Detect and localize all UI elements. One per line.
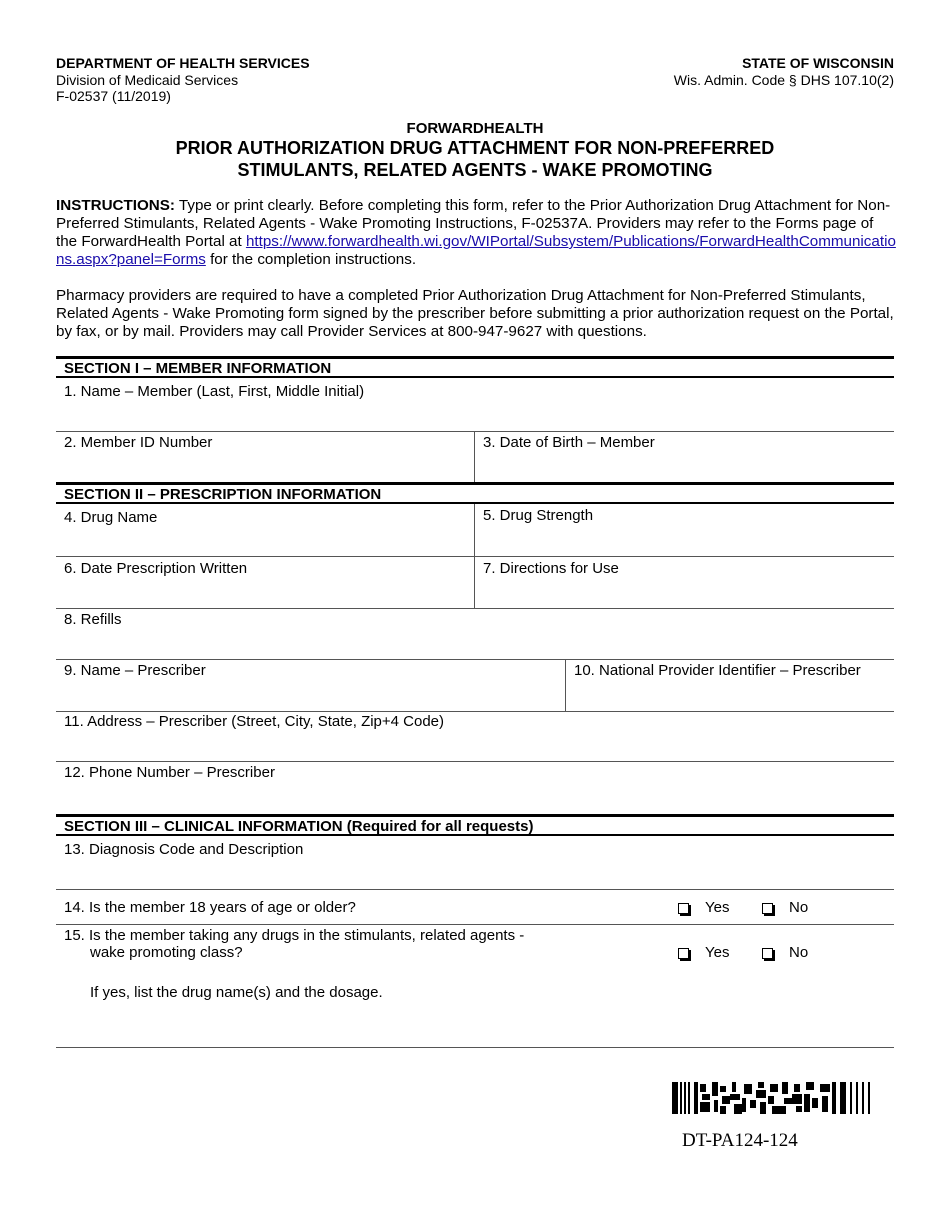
instructions-paragraph: [56, 197, 896, 269]
section-3-header: SECTION III – CLINICAL INFORMATION (Required for all requests): [56, 814, 894, 836]
forms-portal-link[interactable]: https://www.forwardhealth.wi.gov/WIPortal/Subsystem/Publications/ForwardHealthCommunications.aspx?panel=Forms: [56, 233, 896, 268]
instructions-text-end: for the completion instructions.: [205, 251, 417, 268]
age-no-option[interactable]: [762, 899, 808, 917]
yes-label: Yes: [705, 944, 730, 961]
divider: [565, 659, 566, 711]
yes-label: Yes: [705, 899, 730, 916]
instructions-text: Type or print clearly. Before completing this form, refer to the Prior Authorization Drug Attachment for Non-Preferred Stimulants, Related Agents - Wake Promoting Instructions, F-02537A. Providers may refer to the Forms page of the ForwardHealth Portal at: [56, 197, 891, 250]
prescriber-address-label: 11. Address – Prescriber (Street, City, State, Zip+4 Code): [64, 713, 445, 730]
divider: [56, 889, 894, 890]
drug-strength-label: 5. Drug Strength: [483, 507, 594, 524]
pharmacy-paragraph: Pharmacy providers are required to have a completed Prior Authorization Drug Attachment for Non-Preferred Stimulants, Related Agents - Wake Promoting form signed by the prescriber before submitting a prior authorization request on the Portal, by fax, or by mail. Providers may call Provider Services at 800-947-9627 with questions.: [56, 287, 894, 340]
diagnosis-label: 13. Diagnosis Code and Description: [64, 841, 304, 858]
no-label: No: [789, 944, 809, 961]
form-title: [0, 120, 950, 181]
drugs-yes-option[interactable]: [678, 944, 729, 962]
divider: [56, 608, 894, 609]
divider: [56, 761, 894, 762]
divider: [56, 556, 894, 557]
member-id-label: 2. Member ID Number: [64, 434, 213, 451]
refills-label: 8. Refills: [64, 611, 122, 628]
prescriber-phone-label: 12. Phone Number – Prescriber: [64, 764, 275, 781]
drugs-question-line-1: 15. Is the member taking any drugs in the stimulants, related agents -: [64, 927, 525, 944]
checkbox-icon[interactable]: [678, 903, 689, 914]
divider: [474, 431, 475, 483]
state-name: STATE OF WISCONSIN: [742, 55, 894, 71]
admin-code: Wis. Admin. Code § DHS 107.10(2): [673, 71, 894, 88]
no-label: No: [789, 899, 809, 916]
npi-label: 10. National Provider Identifier – Prescriber: [574, 662, 861, 679]
divider: [56, 924, 894, 925]
divider: [56, 1047, 894, 1048]
section-2-header: SECTION II – PRESCRIPTION INFORMATION: [56, 482, 894, 504]
age-yes-option[interactable]: [678, 899, 729, 917]
date-written-label: 6. Date Prescription Written: [64, 560, 248, 577]
state-header: [674, 55, 894, 88]
drugs-no-option[interactable]: [762, 944, 808, 962]
divider: [56, 659, 894, 660]
drugs-list-prompt: If yes, list the drug name(s) and the dosage.: [90, 984, 383, 1001]
title-line-1: PRIOR AUTHORIZATION DRUG ATTACHMENT FOR NON-PREFERRED: [175, 138, 775, 158]
age-question: 14. Is the member 18 years of age or older?: [64, 899, 356, 916]
divider: [56, 711, 894, 712]
section-1-header: SECTION I – MEMBER INFORMATION: [56, 356, 894, 378]
document-code: DT-PA124-124: [682, 1130, 798, 1151]
instructions-label: INSTRUCTIONS:: [56, 197, 175, 214]
division-name: Division of Medicaid Services: [56, 71, 239, 88]
checkbox-icon[interactable]: [678, 948, 689, 959]
directions-label: 7. Directions for Use: [483, 560, 619, 577]
drug-name-label: 4. Drug Name: [64, 509, 158, 526]
checkbox-icon[interactable]: [762, 903, 773, 914]
checkbox-icon[interactable]: [762, 948, 773, 959]
prescriber-name-label: 9. Name – Prescriber: [64, 662, 206, 679]
drugs-question-line-2: wake promoting class?: [90, 944, 243, 961]
divider: [56, 431, 894, 432]
agency-header: [56, 55, 310, 105]
department-name: DEPARTMENT OF HEALTH SERVICES: [56, 55, 310, 71]
program-name: FORWARDHEALTH: [406, 120, 544, 137]
form-number: F-02537 (11/2019): [56, 88, 171, 104]
title-line-2: STIMULANTS, RELATED AGENTS - WAKE PROMOTING: [237, 160, 713, 180]
barcode: [672, 1082, 872, 1114]
dob-label: 3. Date of Birth – Member: [483, 434, 655, 451]
member-name-label: 1. Name – Member (Last, First, Middle Initial): [64, 383, 365, 400]
